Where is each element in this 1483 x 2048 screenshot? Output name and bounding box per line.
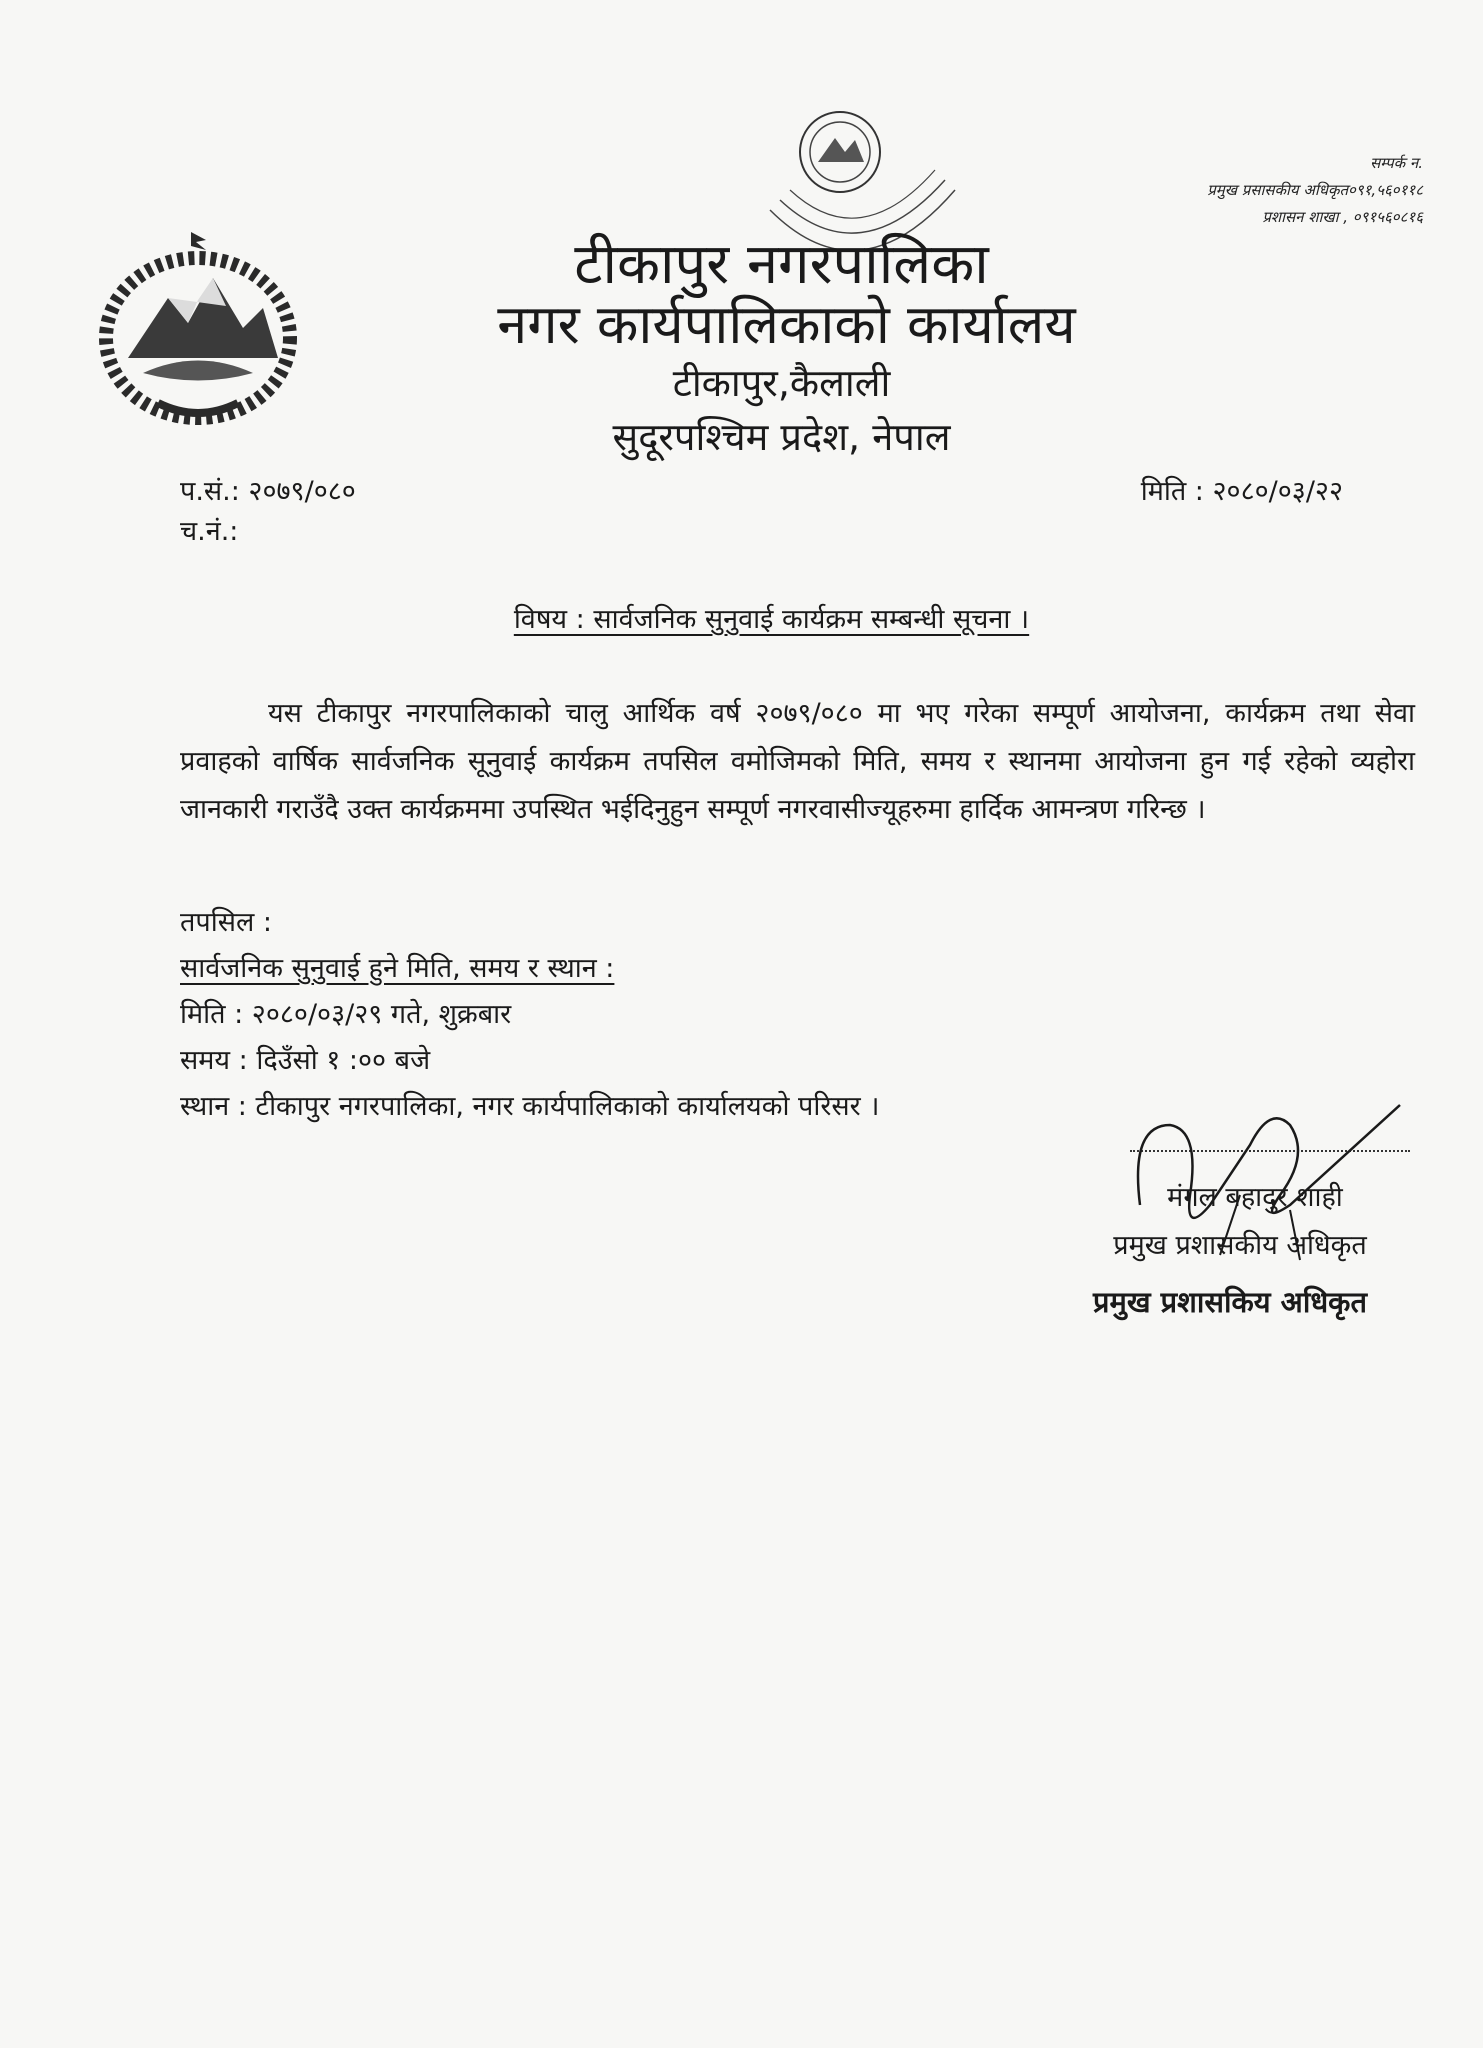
signatory-post: प्रमुख प्रशासकीय अधिकृत [1113,1230,1367,1261]
office-title: नगर कार्यपालिकाको कार्यालय [497,293,1076,356]
subject-line [0,600,1483,640]
province-line: सुदूरपश्चिम प्रदेश, नेपाल [612,415,951,459]
event-time: समय : दिउँसो १ :०० बजे [180,1045,431,1076]
details-subheading: सार्वजनिक सुनुवाई हुने मिति, समय र स्थान : [180,953,615,984]
reference-block [180,472,356,552]
event-date: मिति : २०८०/०३/२९ गते, शुक्रबार [180,999,512,1030]
details-block [180,900,880,1130]
contact-line-cao: प्रमुख प्रसासकीय अधिकृत०९१,५६०११८ [1207,181,1423,199]
details-heading: तपसिल : [180,907,272,938]
subject-text: विषय : सार्वजनिक सुनुवाई कार्यक्रम सम्बन्धी सूचना । [513,604,1030,635]
designation-stamp: प्रमुख प्रशासकिय अधिकृत [1092,1285,1367,1319]
signatory-name: मंगल बहादुर शाही [1167,1182,1343,1213]
location-line: टीकापुर,कैलाली [672,361,891,405]
issue-date: मिति : २०८०/०३/२२ [1140,476,1343,507]
event-place: स्थान : टीकापुर नगरपालिका, नगर कार्यपालिकाको कार्यालयको परिसर । [180,1091,880,1122]
patra-sankhya: प.सं.: २०७९/०८० [180,476,356,507]
contact-block [1207,150,1423,231]
chalani-number: च.नं.: [180,516,239,547]
contact-title: सम्पर्क न. [1370,154,1423,172]
contact-line-admin: प्रशासन शाखा , ०९१५६०८१६ [1262,208,1423,226]
municipality-title: टीकापुर नगरपालिका [574,232,989,297]
notice-body: यस टीकापुर नगरपालिकाको चालु आर्थिक वर्ष २०७९/०८० मा भए गरेका सम्पूर्ण आयोजना, कार्यक्रम तथा सेवा प्रवाहको वार्षिक सार्वजनिक सूनुवाई कार्यक्रम तपसिल वमोजिमको मिति, समय र स्थानमा आयोजना हुन गई रहेको व्यहोरा जानकारी गराउँदै उक्त कार्यक्रममा उपस्थित भईदिनुहुन सम्पूर्ण नगरवासीज्यूहरुमा हार्दिक आमन्त्रण गरिन्छ । [180,698,1415,825]
